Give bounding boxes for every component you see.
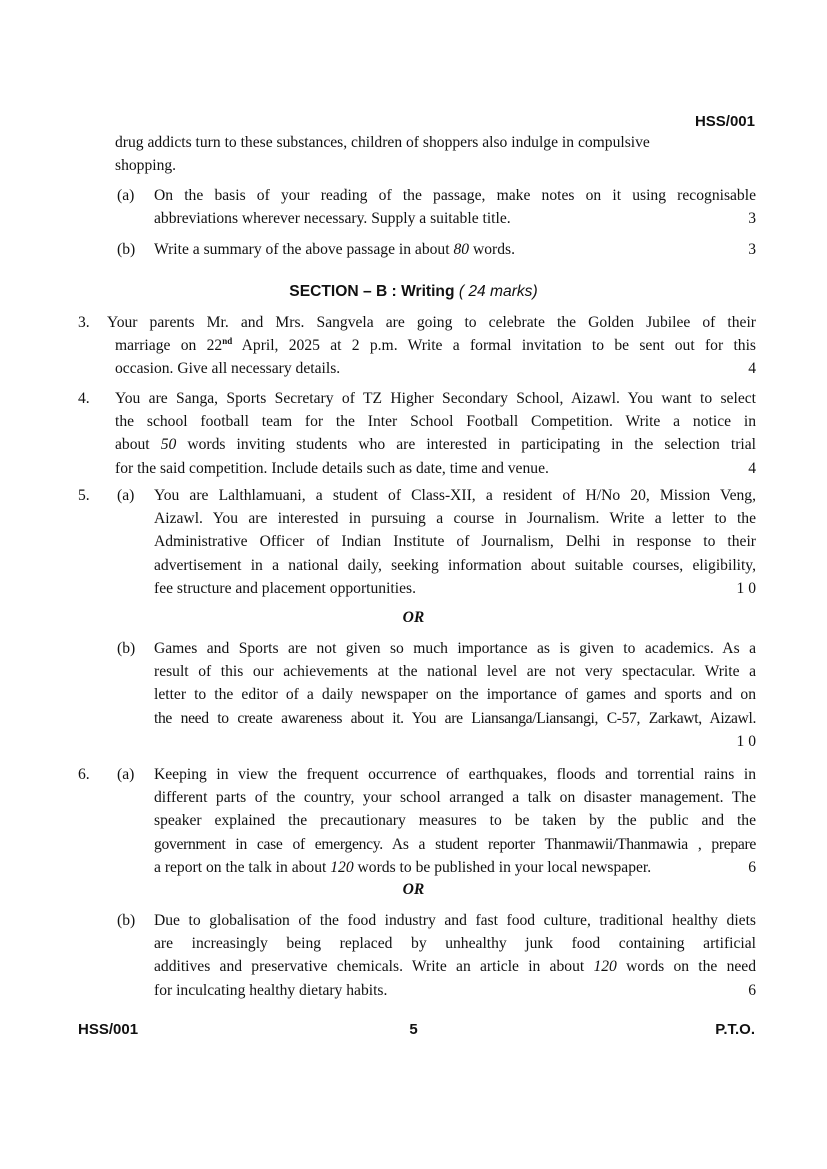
question-line: fee structure and placement opportunities.: [154, 579, 416, 597]
sub-label: (a): [117, 187, 135, 204]
question-line: for the said competition. Include details such as date, time and venue.: [115, 459, 549, 477]
footer-paper-code: HSS/001: [78, 1021, 139, 1038]
question-line: You are Sanga, Sports Secretary of TZ Higher Secondary School, Aizawl. You want to select: [115, 390, 756, 407]
word-count: 80: [453, 241, 470, 258]
question-line: On the basis of your reading of the passage, make notes on it using recognisable: [154, 187, 756, 204]
question-line: Games and Sports are not given so much importance as is given to academics. As a: [154, 640, 756, 657]
question-line: [154, 238, 515, 261]
page-number: 5: [409, 1021, 418, 1038]
footer-pto: P.T.O.: [715, 1021, 755, 1038]
passage-continuation: [115, 131, 756, 177]
text: April, 2025 at 2 p.m. Write a formal invitation to be sent out for this: [232, 337, 756, 354]
question-line: [115, 433, 756, 456]
or-separator: OR: [402, 609, 425, 626]
or-separator: OR: [402, 881, 425, 898]
marks: 3: [748, 210, 756, 228]
sub-label: (a): [117, 766, 135, 783]
question-line: the school football team for the Inter School Football Competition. Write a notice in: [115, 413, 756, 431]
question-line: result of this our achievements at the national level are not very spectacular. Write a: [154, 663, 756, 681]
question-line: [115, 334, 756, 357]
question-line: Due to globalisation of the food industry and fast food culture, traditional healthy diets: [154, 912, 756, 929]
question-number: 6.: [78, 766, 90, 783]
section-title: SECTION – B : Writing: [289, 283, 455, 300]
header-paper-code: HSS/001: [694, 113, 755, 130]
question-line: [154, 955, 756, 978]
ordinal-suffix: nd: [222, 335, 233, 346]
section-marks: ( 24 marks): [458, 283, 538, 300]
word-count: 120: [593, 958, 617, 976]
sub-label: (a): [117, 487, 135, 504]
question-line: the need to create awareness about it. You are Liansanga/Liansangi, C-57, Zarkawt, Aizawl.: [154, 709, 756, 727]
text: words inviting students who are interested in participating in the selection trial: [176, 436, 757, 454]
word-count: 50: [160, 436, 177, 454]
question-line: Your parents Mr. and Mrs. Sangvela are going to celebrate the Golden Jubilee of their: [107, 314, 756, 331]
question-line: government in case of emergency. As a student reporter Thanmawii/Thanmawia , prepare: [154, 835, 756, 853]
question-line: are increasingly being replaced by unhealthy junk food containing artificial: [154, 935, 756, 953]
question-line: occasion. Give all necessary details.: [115, 360, 341, 378]
question-line: abbreviations wherever necessary. Supply a suitable title.: [154, 210, 511, 228]
question-line: Administrative Officer of Indian Institute of Journalism, Delhi in response to their: [154, 533, 756, 551]
text: words on the need: [616, 958, 756, 976]
question-line: different parts of the country, your school arranged a talk on disaster management. The: [154, 789, 756, 807]
section-heading: [0, 280, 827, 303]
passage-line: shopping.: [115, 157, 177, 175]
marks: 3: [748, 241, 756, 258]
text: Write a summary of the above passage in about: [154, 241, 454, 258]
question-line: Aizawl. You are interested in pursuing a course in Journalism. Write a letter to the: [154, 510, 756, 528]
question-number: 4.: [78, 390, 90, 407]
text: about: [115, 436, 161, 454]
question-line: [154, 856, 651, 879]
sub-label: (b): [117, 241, 136, 258]
question-line: speaker explained the precautionary measures to be taken by the public and the: [154, 812, 756, 830]
question-line: letter to the editor of a daily newspaper on the importance of games and sports and on: [154, 686, 756, 704]
text: words.: [469, 241, 515, 258]
question-line: You are Lalthlamuani, a student of Class-XII, a resident of H/No 20, Mission Veng,: [154, 487, 756, 504]
question-number: 5.: [78, 487, 90, 504]
question-number: 3.: [78, 314, 90, 331]
text: marriage on 22: [115, 337, 223, 354]
marks: 4: [748, 360, 756, 378]
sub-label: (b): [117, 912, 136, 929]
marks: 1 0: [736, 732, 756, 750]
text: words to be published in your local newspaper.: [353, 858, 652, 876]
question-line: for inculcating healthy dietary habits.: [154, 981, 388, 999]
marks: 6: [748, 981, 756, 999]
text: additives and preservative chemicals. Write an article in about: [154, 958, 594, 976]
text: a report on the talk in about: [154, 858, 331, 876]
marks: 6: [748, 858, 756, 876]
sub-label: (b): [117, 640, 136, 657]
marks: 4: [748, 459, 756, 477]
passage-line: drug addicts turn to these substances, children of shoppers also indulge in compulsive: [115, 134, 650, 151]
word-count: 120: [330, 858, 354, 876]
question-line: Keeping in view the frequent occurrence of earthquakes, floods and torrential rains in: [154, 766, 756, 783]
marks: 1 0: [736, 579, 756, 597]
question-line: advertisement in a national daily, seeking information about suitable courses, eligibility,: [154, 556, 756, 574]
